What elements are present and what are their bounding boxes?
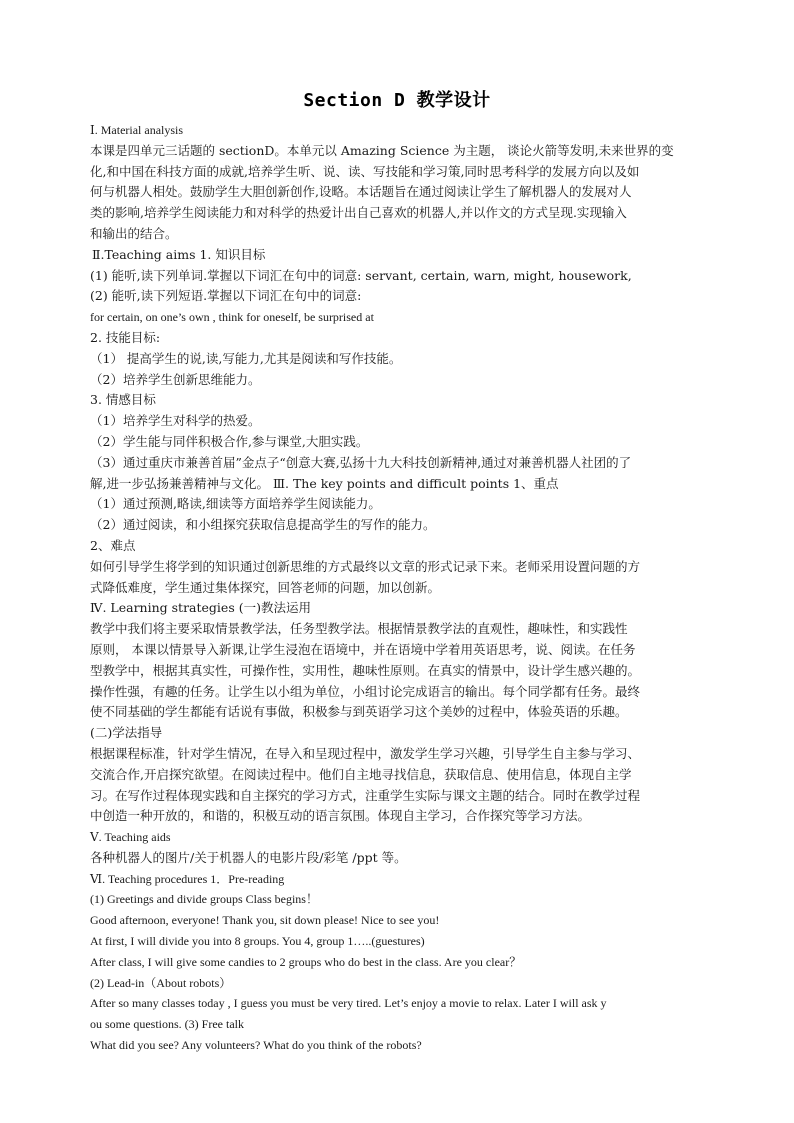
paragraph-line: 化,和中国在科技方面的成就,培养学生听、说、读、写技能和学习策,同时思考科学的发展方向以及如: [90, 163, 640, 179]
list-item: （2）学生能与同伴积极合作,参与课堂,大胆实践。: [90, 433, 369, 449]
document-body: [90, 120, 704, 1056]
paragraph-line: 解,进一步弘扬兼善精神与文化。 Ⅲ. The key points and difficult points 1、重点: [90, 475, 559, 491]
paragraph-line: (1) 能听,读下列单词.掌握以下词汇在句中的词意: servant, certain, warn, might, housework,: [90, 267, 632, 283]
paragraph-line: 操作性强，有趣的任务。让学生以小组为单位，小组讨论完成语言的输出。每个同学都有任务。最终: [90, 683, 641, 699]
list-item: （2）通过阅读，和小组探究获取信息提高学生的写作的能力。: [90, 517, 436, 533]
paragraph-line: ou some questions. (3) Free talk: [90, 1017, 244, 1032]
paragraph-line: Good afternoon, everyone! Thank you, sit down please! Nice to see you!: [90, 913, 440, 928]
list-item: （2）培养学生创新思维能力。: [90, 371, 261, 387]
paragraph-line: for certain, on one’s own , think for oneself, be surprised at: [90, 310, 374, 325]
list-item: （1） 提高学生的说,读,写能力,尤其是阅读和写作技能。: [90, 350, 402, 366]
list-item: （3）通过重庆市兼善首届”金点子“创意大赛,弘扬十九大科技创新精神,通过对兼善机器人社团的了: [90, 454, 632, 470]
paragraph-line: 各种机器人的图片/关于机器人的电影片段/彩笔 /ppt 等。: [90, 849, 407, 865]
paragraph-line: After so many classes today , I guess you must be very tired. Let’s enjoy a movie to relax. Later I will ask y: [90, 996, 607, 1011]
paragraph-line: 和输出的结合。: [90, 225, 178, 241]
subheading: 3. 情感目标: [90, 392, 156, 408]
section-heading: Ⅳ. Learning strategies (一)教法运用: [90, 600, 311, 616]
document-title: Section D 教学设计: [303, 90, 491, 111]
paragraph-line: (2) Lead-in（About robots）: [90, 975, 232, 990]
list-item: （1）通过预测,略读,细读等方面培养学生阅读能力。: [90, 496, 381, 512]
section-heading: Ⅰ. Material analysis: [90, 123, 184, 137]
list-item: （1）培养学生对科学的热爱。: [90, 413, 261, 429]
paragraph-line: (1) Greetings and divide groups Class begins！: [90, 892, 318, 907]
paragraph-line: At first, I will divide you into 8 groups. You 4, group 1…..(guestures): [90, 934, 425, 949]
paragraph-line: 类的影响,培养学生阅读能力和对科学的热爱计出自己喜欢的机器人,并以作文的方式呈现.实现输入: [90, 205, 627, 221]
paragraph-line: 式降低难度，学生通过集体探究，回答老师的问题，加以创新。: [90, 579, 441, 595]
subheading: (二)学法指导: [90, 725, 163, 741]
document-page: [90, 86, 704, 1056]
paragraph-line: 中创造一种开放的，和谐的，积极互动的语言氛围。体现自主学习，合作探究等学习方法。: [90, 808, 591, 824]
paragraph-line: 教学中我们将主要采取情景教学法，任务型教学法。根据情景教学法的直观性，趣味性，和实践性: [90, 621, 628, 637]
paragraph-line: 原则， 本课以情景导入新课,让学生浸泡在语境中，并在语境中学着用英语思考，说、阅读。在任务: [90, 641, 636, 657]
paragraph-line: 习。在写作过程体现实践和自主探究的学习方式，注重学生实际与课文主题的结合。同时在教学过程: [90, 787, 641, 803]
section-heading: Ⅱ.Teaching aims 1. 知识目标: [92, 246, 266, 262]
paragraph-line: 型教学中，根据其真实性，可操作性，实用性，趣味性原则。在真实的情景中，设计学生感兴趣的。: [90, 662, 641, 678]
paragraph-line: 交流合作,开启探究欲望。在阅读过程中。他们自主地寻找信息，获取信息、使用信息，体现自主学: [90, 766, 632, 782]
paragraph-line: (2) 能听,读下列短语.掌握以下词汇在句中的词意:: [90, 288, 362, 304]
paragraph-line: After class, I will give some candies to 2 groups who do best in the class. Are you clear？: [90, 954, 522, 969]
paragraph-line: 根据课程标准，针对学生情况，在导入和呈现过程中，激发学生学习兴趣，引导学生自主参与学习、: [90, 745, 641, 761]
paragraph-line: 如何引导学生将学到的知识通过创新思维的方式最终以文章的形式记录下来。老师采用设置问题的方: [90, 558, 641, 574]
section-heading: Ⅴ. Teaching aids: [90, 830, 171, 845]
paragraph-line: What did you see? Any volunteers? What do you think of the robots?: [90, 1038, 422, 1053]
subheading: 2. 技能目标:: [90, 329, 161, 345]
subheading: 2、难点: [90, 537, 136, 553]
paragraph-line: 使不同基础的学生都能有话说有事做，积极参与到英语学习这个美妙的过程中，体验英语的乐趣。: [90, 704, 628, 720]
paragraph-line: 本课是四单元三话题的 sectionD。本单元以 Amazing Science 为主题， 谈论火箭等发明,未来世界的变: [90, 142, 674, 158]
section-heading: Ⅵ. Teaching procedures 1．Pre-reading: [90, 871, 285, 886]
paragraph-line: 何与机器人相处。鼓励学生大胆创新创作,设略。本话题旨在通过阅读让学生了解机器人的发展对人: [90, 184, 632, 200]
